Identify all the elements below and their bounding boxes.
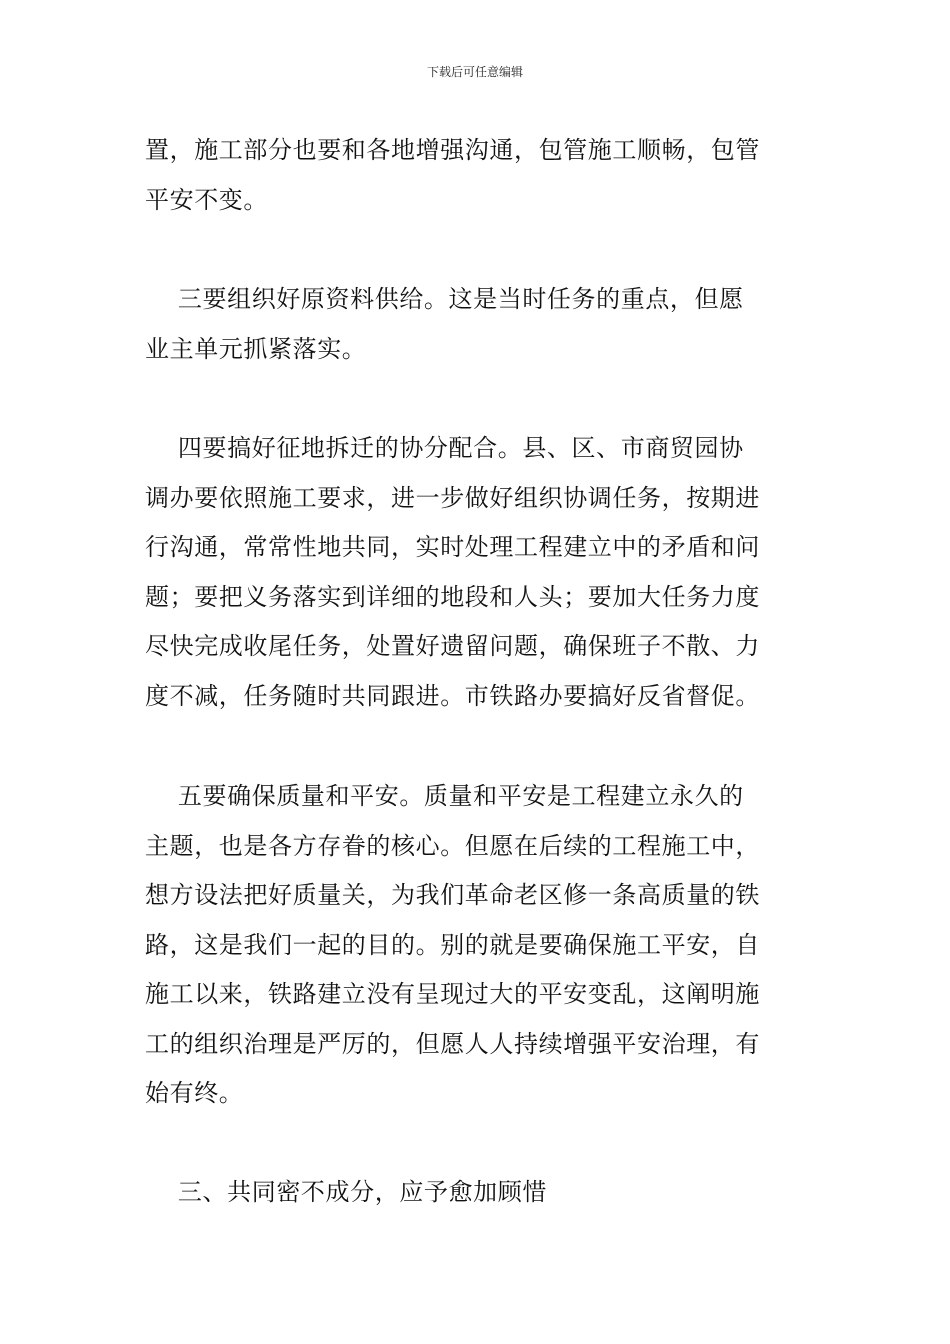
text-line: 度不减，任务随时共同跟进。市铁路办要搞好反省督促。 <box>145 681 760 710</box>
text-line: 施工以来，铁路建立没有呈现过大的平安变乱，这阐明施 <box>145 980 760 1008</box>
paragraph-4 <box>145 772 810 1119</box>
text-line: 路，这是我们一起的目的。别的就是要确保施工平安，自 <box>145 930 760 959</box>
text-line: 尽快完成收尾任务，处置好遗留问题，确保班子不散、力 <box>145 632 760 660</box>
text-line: 平安不变。 <box>145 185 268 214</box>
paragraph-1 <box>145 126 810 225</box>
text-line: 五要确保质量和平安。质量和平安是工程建立永久的 <box>145 782 744 810</box>
text-line: 调办要依照施工要求，进一步做好组织协调任务，按期进 <box>145 483 760 512</box>
text-line: 题；要把义务落实到详细的地段和人头；要加大任务力度 <box>145 582 760 611</box>
text-line: 业主单元抓紧落实。 <box>145 334 367 363</box>
text-line: 行沟通，常常性地共同，实时处理工程建立中的矛盾和问 <box>145 533 760 561</box>
paragraph-2 <box>145 275 810 374</box>
text-line: 始有终。 <box>145 1079 244 1107</box>
text-line: 四要搞好征地拆迁的协分配合。县、区、市商贸园协 <box>145 434 744 462</box>
text-line: 三、共同密不成分，应予愈加顾惜 <box>145 1178 547 1206</box>
text-line: 想方设法把好质量关，为我们革命老区修一条高质量的铁 <box>145 881 760 909</box>
paragraph-3 <box>145 424 810 721</box>
text-line: 置，施工部分也要和各地增强沟通，包管施工顺畅，包管 <box>145 136 760 164</box>
page-header: 下载后可任意编辑 <box>426 65 523 79</box>
text-line: 主题，也是各方存眷的核心。但愿在后续的工程施工中， <box>145 831 760 860</box>
text-line: 工的组织治理是严厉的，但愿人人持续增强平安治理，有 <box>145 1029 760 1058</box>
text-line: 三要组织好原资料供给。这是当时任务的重点，但愿 <box>145 285 744 313</box>
section-heading <box>145 1168 810 1218</box>
